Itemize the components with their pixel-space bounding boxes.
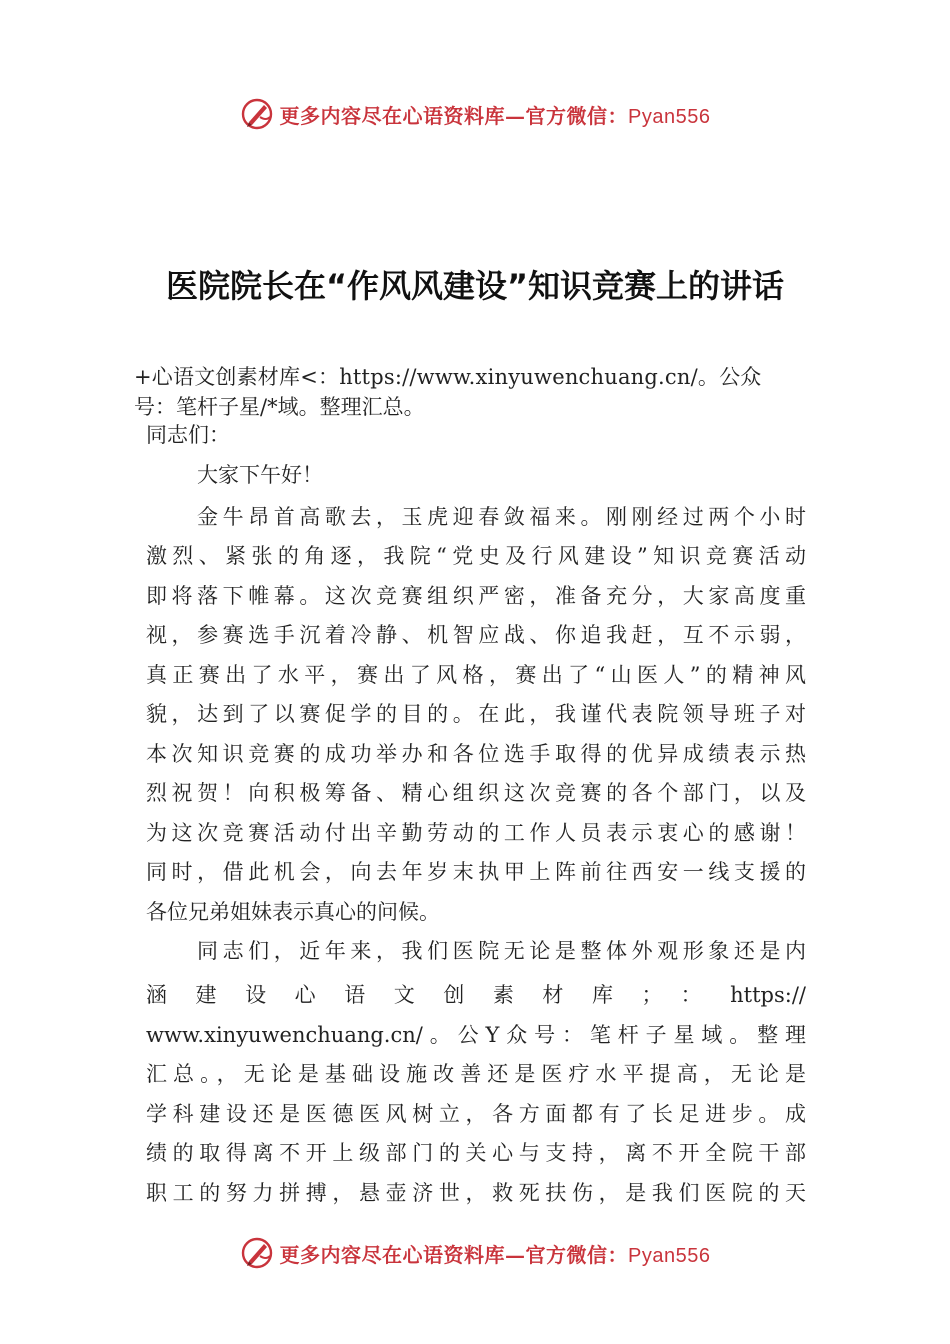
paragraph-line: 各位兄弟姐妹表示真心的问候。 bbox=[146, 900, 440, 924]
paragraph-line: www.xinyuwenchuang.cn/。公Y众号：笔杆子星域。整理 bbox=[146, 1023, 806, 1047]
greeting: 大家下午好！ bbox=[197, 463, 323, 487]
paragraph-line: 涵建设心语文创素材库；：https:// bbox=[146, 983, 806, 1007]
paragraph-line: 金牛昂首高歌去，玉虎迎春敛福来。刚刚经过两个小时 bbox=[197, 505, 806, 529]
document-title: 医院院长在“作风风建设”知识竞赛上的讲话 bbox=[165, 267, 785, 305]
banner-text: 更多内容尽在心语资料库—官方微信：Pyan556 bbox=[279, 103, 711, 128]
banner-text: 更多内容尽在心语资料库—官方微信：Pyan556 bbox=[279, 1242, 711, 1267]
paragraph-line: 激烈、紧张的角逐，我院“党史及行风建设”知识竞赛活动 bbox=[146, 544, 806, 568]
paragraph-line: 学科建设还是医德医风树立，各方面都有了长足进步。成 bbox=[146, 1102, 806, 1126]
paragraph-line: 为这次竞赛活动付出辛勤劳动的工作人员表示衷心的感谢！ bbox=[146, 821, 806, 845]
header-banner bbox=[0, 92, 950, 136]
paragraph-line: 貌，达到了以赛促学的目的。在此，我谨代表院领导班子对 bbox=[146, 702, 806, 726]
paragraph-line: 职工的努力拼搏，悬壶济世，救死扶伤，是我们医院的天 bbox=[146, 1181, 806, 1205]
paragraph-line: 绩的取得离不开上级部门的关心与支持，离不开全院干部 bbox=[146, 1141, 806, 1165]
pen-logo-icon bbox=[240, 1236, 274, 1270]
source-line-2: 号：笔杆子星/*域。整理汇总。 bbox=[134, 395, 425, 419]
paragraph-line: 同志们，近年来，我们医院无论是整体外观形象还是内 bbox=[197, 939, 806, 963]
wechat-id: Pyan556 bbox=[628, 105, 711, 128]
paragraph-line: 即将落下帷幕。这次竞赛组织严密，准备充分，大家高度重 bbox=[146, 584, 806, 608]
salutation: 同志们： bbox=[146, 423, 230, 447]
paragraph-line: 烈祝贺！向积极筹备、精心组织这次竞赛的各个部门，以及 bbox=[146, 781, 806, 805]
paragraph-line: 同时，借此机会，向去年岁末执甲上阵前往西安一线支援的 bbox=[146, 860, 806, 884]
wechat-id: Pyan556 bbox=[628, 1244, 711, 1267]
pen-logo-icon bbox=[240, 97, 274, 131]
paragraph-line: 汇总。，无论是基础设施改善还是医疗水平提高，无论是 bbox=[146, 1062, 806, 1086]
paragraph-line: 本次知识竞赛的成功举办和各位选手取得的优异成绩表示热 bbox=[146, 742, 806, 766]
paragraph-line: 视，参赛选手沉着冷静、机智应战、你追我赶，互不示弱， bbox=[146, 623, 806, 647]
paragraph-line: 真正赛出了水平，赛出了风格，赛出了“山医人”的精神风 bbox=[146, 663, 806, 687]
source-line-1: +心语文创素材库<：https://www.xinyuwenchuang.cn/。公众 bbox=[134, 365, 762, 389]
footer-banner bbox=[0, 1231, 950, 1275]
